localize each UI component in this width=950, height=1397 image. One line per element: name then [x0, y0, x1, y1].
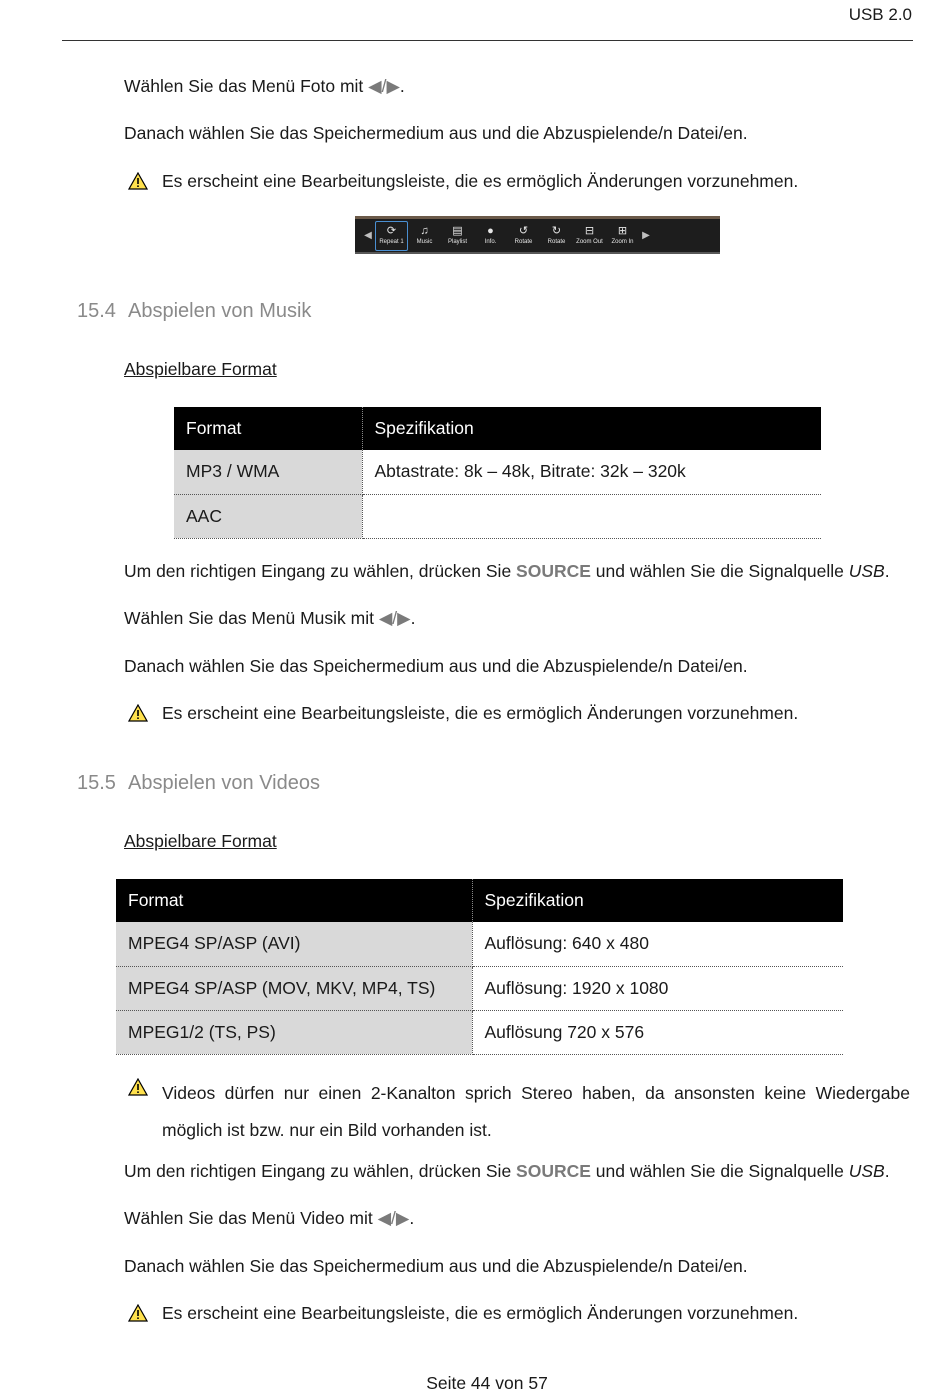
- table-cell-spec: Auflösung 720 x 576: [472, 1010, 843, 1054]
- toolbar-left-arrow-icon: ◀: [364, 230, 372, 241]
- warning-icon: [128, 1304, 150, 1322]
- section-heading-music: 15.4 Abspielen von Musik: [77, 300, 312, 322]
- toolbar-button-rotate-right: ↻ Rotate: [547, 225, 566, 245]
- photo-edit-toolbar-image: [355, 216, 720, 254]
- header-divider: [62, 40, 913, 41]
- left-right-arrows-icon: ◀/▶: [377, 1208, 410, 1228]
- warning-icon: [128, 1078, 150, 1096]
- toolbar-button-zoom-out: ⊟ Zoom Out: [576, 225, 603, 245]
- zoom-in-icon: ⊞: [617, 225, 628, 237]
- table-row: [116, 1010, 843, 1054]
- photo-select-medium-text: Danach wählen Sie das Speichermedium aus und die Abzuspielende/n Datei/en.: [124, 123, 748, 143]
- table-header-format: Format: [116, 879, 472, 922]
- table-cell-format: AAC: [174, 494, 362, 538]
- table-row: [116, 966, 843, 1010]
- table-row: [174, 450, 821, 494]
- music-warning: Es erscheint eine Bearbeitungsleiste, die es ermöglich Änderungen vorzunehmen.: [128, 701, 798, 725]
- music-note-icon: ♫: [420, 225, 429, 237]
- music-format-table: [174, 407, 821, 539]
- table-row: [116, 922, 843, 966]
- music-select-medium-text: Danach wählen Sie das Speichermedium aus und die Abzuspielende/n Datei/en.: [124, 656, 748, 676]
- video-warning: Es erscheint eine Bearbeitungsleiste, die es ermöglich Änderungen vorzunehmen.: [128, 1301, 798, 1325]
- toolbar-button-repeat: ⟳ Repeat 1: [375, 221, 408, 251]
- table-cell-spec: Auflösung: 1920 x 1080: [472, 966, 843, 1010]
- rotate-icon: ↺: [518, 225, 529, 237]
- table-cell-spec: Abtastrate: 8k – 48k, Bitrate: 32k – 320k: [362, 450, 821, 494]
- toolbar-button-zoom-in: ⊞ Zoom In: [611, 225, 634, 245]
- video-stereo-warning: Videos dürfen nur einen 2-Kanalton sprich Stereo haben, da ansonsten keine Wiedergabe möglich ist bzw. nur ein Bild vorhanden ist.: [128, 1075, 910, 1149]
- music-source-text: Um den richtigen Eingang zu wählen, drücken Sie SOURCE und wählen Sie die Signalquelle USB.: [124, 561, 890, 581]
- rotate-icon: ↻: [551, 225, 562, 237]
- table-header-spec: Spezifikation: [472, 879, 843, 922]
- repeat-icon: ⟳: [386, 225, 397, 237]
- warning-icon: [128, 172, 150, 190]
- info-icon: ●: [487, 225, 494, 237]
- table-row: [174, 494, 821, 538]
- table-cell-format: MPEG1/2 (TS, PS): [116, 1010, 472, 1054]
- toolbar-button-music: ♫ Music: [416, 225, 433, 245]
- music-formats-heading: Abspielbare Format: [124, 359, 277, 379]
- source-key-label: SOURCE: [516, 1161, 591, 1181]
- table-cell-spec: [362, 494, 821, 538]
- toolbar-button-info: ● Info.: [484, 225, 497, 245]
- table-cell-format: MPEG4 SP/ASP (MOV, MKV, MP4, TS): [116, 966, 472, 1010]
- left-right-arrows-icon: ◀/▶: [368, 76, 400, 96]
- photo-warning: Es erscheint eine Bearbeitungsleiste, die es ermöglich Änderungen vorzunehmen.: [128, 169, 798, 193]
- table-cell-format: MP3 / WMA: [174, 450, 362, 494]
- left-right-arrows-icon: ◀/▶: [378, 608, 411, 628]
- video-format-table: [116, 879, 843, 1055]
- warning-icon: [128, 704, 150, 722]
- table-header-format: Format: [174, 407, 362, 450]
- video-select-menu-text: Wählen Sie das Menü Video mit ◀/▶.: [124, 1208, 415, 1228]
- table-header-spec: Spezifikation: [362, 407, 821, 450]
- table-header-row: [174, 407, 821, 450]
- toolbar-button-rotate-left: ↺ Rotate: [514, 225, 533, 245]
- table-cell-format: MPEG4 SP/ASP (AVI): [116, 922, 472, 966]
- table-header-row: [116, 879, 843, 922]
- table-cell-spec: Auflösung: 640 x 480: [472, 922, 843, 966]
- zoom-out-icon: ⊟: [584, 225, 595, 237]
- toolbar-button-playlist: ▤ Playlist: [447, 225, 467, 245]
- toolbar-right-arrow-icon: ▶: [642, 230, 650, 241]
- music-select-menu-text: Wählen Sie das Menü Musik mit ◀/▶.: [124, 608, 416, 628]
- playlist-icon: ▤: [452, 225, 463, 237]
- video-source-text: Um den richtigen Eingang zu wählen, drücken Sie SOURCE und wählen Sie die Signalquelle USB.: [124, 1161, 890, 1181]
- page-number-footer: Seite 44 von 57: [426, 1373, 548, 1393]
- video-select-medium-text: Danach wählen Sie das Speichermedium aus und die Abzuspielende/n Datei/en.: [124, 1256, 748, 1276]
- source-key-label: SOURCE: [516, 561, 591, 581]
- photo-select-menu-text: Wählen Sie das Menü Foto mit ◀/▶.: [124, 76, 405, 96]
- page-header-title: USB 2.0: [848, 5, 912, 24]
- section-heading-video: 15.5 Abspielen von Videos: [77, 772, 320, 794]
- video-formats-heading: Abspielbare Format: [124, 831, 277, 851]
